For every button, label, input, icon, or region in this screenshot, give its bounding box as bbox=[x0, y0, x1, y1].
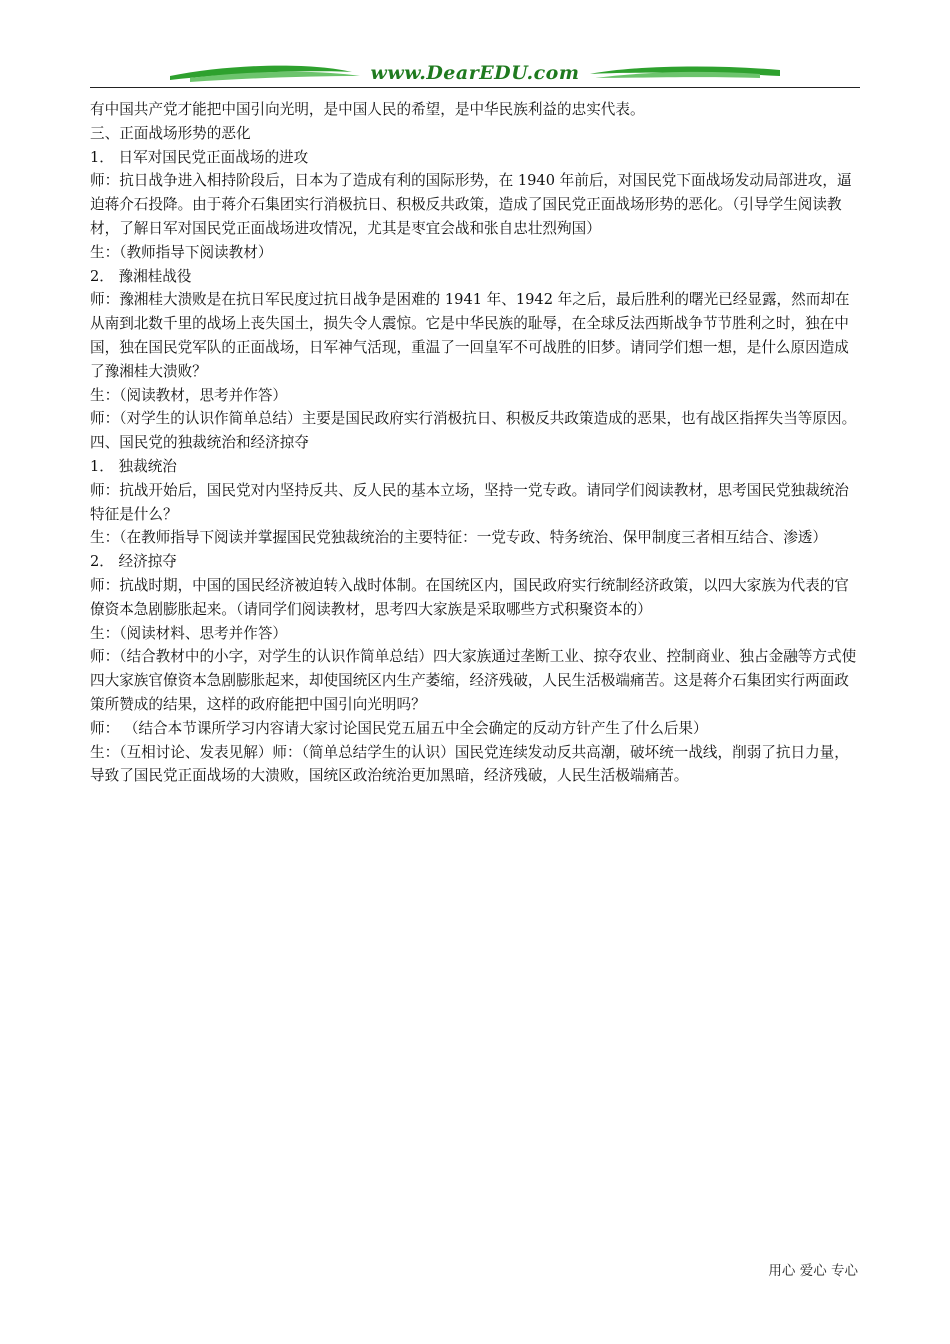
paragraph: 师：抗战时期，中国的国民经济被迫转入战时体制。在国统区内，国民政府实行统制经济政策，以四大家族为代表的官僚资本急剧膨胀起来。（请同学们阅读教材，思考四大家族是采取哪些方式积聚资本的） bbox=[90, 576, 849, 618]
subsection-heading: 1． 独裁统治 bbox=[90, 457, 177, 475]
paragraph: 生：（阅读材料、思考并作答） bbox=[90, 624, 288, 642]
header-divider bbox=[90, 87, 860, 88]
paragraph: 生：（互相讨论、发表见解）师：（简单总结学生的认识）国民党连续发动反共高潮，破坏统一战线，削弱了抗日力量，导致了国民党正面战场的大溃败，国统区政治统治更加黑暗，经济残破，人民生活极端痛苦。 bbox=[90, 743, 849, 785]
paragraph: 生：（阅读教材，思考并作答） bbox=[90, 386, 288, 404]
section-heading: 三、正面战场形势的恶化 bbox=[90, 124, 251, 142]
paragraph: 生：（教师指导下阅读教材） bbox=[90, 243, 273, 261]
subsection-heading: 2． 经济掠夺 bbox=[90, 553, 177, 571]
site-header-banner bbox=[90, 58, 860, 90]
paragraph: 生：（在教师指导下阅读并掌握国民党独裁统治的主要特征：一党专政、特务统治、保甲制度三者相互结合、渗透） bbox=[90, 529, 827, 547]
document-body bbox=[90, 98, 862, 788]
section-heading: 四、国民党的独裁统治和经济掠夺 bbox=[90, 434, 309, 452]
site-logo-text: www.DearEDU.com bbox=[370, 62, 580, 84]
paragraph: 师：抗战开始后，国民党对内坚持反共、反人民的基本立场，坚持一党专政。请同学们阅读教材，思考国民党独裁统治特征是什么？ bbox=[90, 481, 849, 523]
subsection-heading: 1． 日军对国民党正面战场的进攻 bbox=[90, 148, 309, 166]
paragraph: 师：抗日战争进入相持阶段后，日本为了造成有利的国际形势，在 1940 年前后，对国民党下面战场发动局部进攻，逼迫蒋介石投降。由于蒋介石集团实行消极抗日、积极反共政策，造成了国民党正面战场形势的恶化。（引导学生阅读教材，了解日军对国民党正面战场进攻情况，尤其是枣宜会战和张自忠壮烈殉国） bbox=[90, 172, 852, 237]
paragraph: 师：豫湘桂大溃败是在抗日军民度过抗日战争是困难的 1941 年、1942 年之后，最后胜利的曙光已经显露，然而却在从南到北数千里的战场上丧失国土，损失令人震惊。它是中华民族的耻辱，在全球反法西斯战争节节胜利之时，独在中国，独在国民党军队的正面战场，日军神气活现，重温了一回皇军不可战胜的旧梦。请同学们想一想，是什么原因造成了豫湘桂大溃败？ bbox=[90, 291, 850, 380]
paragraph: 有中国共产党才能把中国引向光明，是中国人民的希望，是中华民族利益的忠实代表。 bbox=[90, 101, 645, 118]
paragraph: 师：（对学生的认识作简单总结）主要是国民政府实行消极抗日、积极反共政策造成的恶果，也有战区指挥失当等原因。 bbox=[90, 410, 857, 428]
paragraph: 师：（结合教材中的小字，对学生的认识作简单总结）四大家族通过垄断工业、掠夺农业、控制商业、独占金融等方式使四大家族官僚资本急剧膨胀起来，却使国统区内生产萎缩，经济残破，人民生活极端痛苦。这是蒋介石集团实行两面政策所赞成的结果，这样的政府能把中国引向光明吗？ bbox=[90, 648, 857, 713]
subsection-heading: 2． 豫湘桂战役 bbox=[90, 267, 192, 285]
footer-slogan: 用心 爱心 专心 bbox=[768, 1263, 858, 1279]
paragraph: 师： （结合本节课所学习内容请大家讨论国民党五届五中全会确定的反动方针产生了什么后果） bbox=[90, 719, 708, 737]
